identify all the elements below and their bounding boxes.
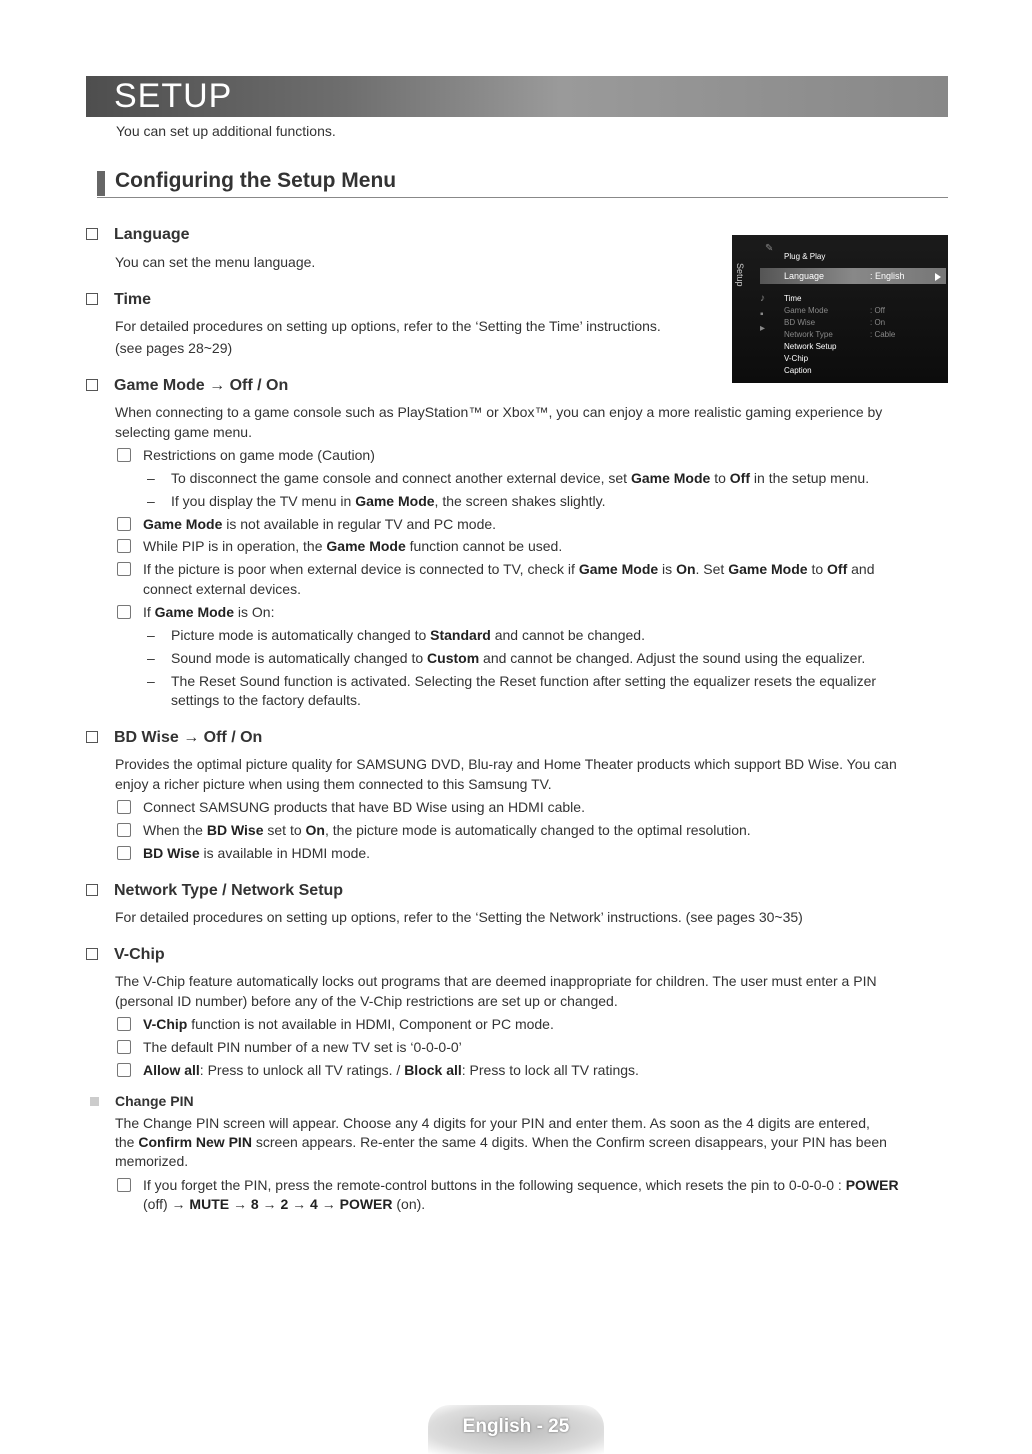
game-mode-note-4: If the picture is poor when external device is connected to TV, check if Game Mode is On. Set Game Mode to Off and [117,559,875,579]
language-heading: Language [86,226,190,244]
time-pages: (see pages 28~29) [115,340,233,356]
section-title: Configuring the Setup Menu [115,169,397,192]
game-mode-note-2: Game Mode is not available in regular TV and PC mode. [117,514,496,534]
sound-icon: ♪ [760,293,765,304]
game-mode-dash-2: – If you display the TV menu in Game Mode, the screen shakes slightly. [147,493,606,509]
intro-text: You can set up additional functions. [116,123,336,139]
change-pin-heading: Change PIN [90,1093,194,1109]
game-mode-note-1: Restrictions on game mode (Caution) [117,445,375,465]
time-heading: Time [86,291,151,309]
note-icon [117,1040,131,1054]
bd-wise-note-3: BD Wise is available in HDMI mode. [117,843,370,863]
page-footer [428,1405,604,1454]
checkbox-bullet-icon [86,293,98,305]
game-mode-dash-3: – Picture mode is automatically changed to Standard and cannot be changed. [147,627,645,643]
game-mode-note-4-line-2: connect external devices. [143,581,301,597]
checkbox-bullet-icon [86,948,98,960]
tv-menu-item-v-chip: V-Chip [784,354,809,363]
bd-wise-text-2: enjoy a richer picture when using them connected to this Samsung TV. [115,776,552,792]
tv-menu-item-bd-wise: BD Wise [784,318,816,327]
banner-title: SETUP [114,77,233,115]
tv-menu-arrow-icon [935,273,941,281]
section-marker [97,171,105,196]
tv-menu-value-bd-wise: : On [870,318,886,327]
tv-menu-item-network-type: Network Type [784,330,833,339]
change-pin-text: The Change PIN screen will appear. Choose any 4 digits for your PIN and enter them. As soon as the 4 digits are entered, [115,1115,870,1131]
note-icon [117,517,131,531]
square-bullet-icon [90,1097,99,1106]
network-heading: Network Type / Network Setup [86,882,343,900]
note-icon [117,823,131,837]
game-mode-text: When connecting to a game console such as PlayStation™ or Xbox™, you can enjoy a more realistic gaming experience by [115,404,883,420]
v-chip-note-3: Allow all: Press to unlock all TV ratings. / Block all: Press to lock all TV ratings. [117,1060,639,1080]
game-mode-note-3: While PIP is in operation, the Game Mode function cannot be used. [117,536,562,556]
note-icon [117,605,131,619]
v-chip-text-2: (personal ID number) before any of the V-Chip restrictions are set up or changed. [115,993,618,1009]
tv-menu-value-game-mode: : Off [870,306,885,315]
v-chip-heading: V-Chip [86,946,165,964]
game-mode-dash-1: – To disconnect the game console and connect another external device, set Game Mode to Off in the setup menu. [147,470,870,486]
bd-wise-text: Provides the optimal picture quality for SAMSUNG DVD, Blu-ray and Home Theater products which support BD Wise. You can [115,756,897,772]
tv-setup-menu-image [732,235,948,383]
language-text: You can set the menu language. [115,254,316,270]
note-icon [117,1178,131,1192]
setup-banner [86,76,948,117]
v-chip-note-2: The default PIN number of a new TV set is ‘0-0-0-0’ [117,1037,462,1057]
tv-menu-item-game-mode: Game Mode [784,306,829,315]
note-icon [117,539,131,553]
section-divider [97,197,948,198]
tv-menu-item-time: Time [784,294,802,303]
game-mode-dash-5: – The Reset Sound function is activated. Selecting the Reset function after setting the equalizer resets the equalizer [147,673,877,689]
bd-wise-heading: BD Wise → Off / On [86,729,262,747]
tv-menu-item-caption: Caption [784,366,812,375]
change-pin-text-2: the Confirm New PIN screen appears. Re-enter the same 4 digits. When the Confirm screen disappears, your PIN has been [115,1134,887,1150]
game-mode-note-5: If Game Mode is On: [117,602,275,622]
page-number: English - 25 [462,1416,570,1437]
tv-menu-item-language: Language [784,271,825,281]
tv-menu-value-network-type: : Cable [870,330,896,339]
checkbox-bullet-icon [86,731,98,743]
note-icon [117,846,131,860]
note-icon [117,562,131,576]
game-mode-dash-5-line-2: settings to the factory defaults. [171,692,361,708]
note-icon [117,1017,131,1031]
v-chip-note-1: V-Chip function is not available in HDMI, Component or PC mode. [117,1014,554,1034]
channel-icon: ▪ [760,309,764,320]
game-mode-text-2: selecting game menu. [115,424,252,440]
change-pin-note-line-2: (off) → MUTE → 8 → 2 → 4 → POWER (on). [143,1196,426,1212]
tv-menu-item-network-setup: Network Setup [784,342,837,351]
network-text: For detailed procedures on setting up options, refer to the ‘Setting the Network’ instructions. (see pages 30~35) [115,909,803,925]
note-icon [117,1063,131,1077]
bd-wise-note-2: When the BD Wise set to On, the picture mode is automatically changed to the optimal resolution. [117,820,751,840]
note-icon [117,448,131,462]
tv-menu-value-language: : English [870,271,905,281]
time-text: For detailed procedures on setting up options, refer to the ‘Setting the Time’ instructions. [115,318,661,334]
tv-menu-side-label: Setup [735,263,745,287]
checkbox-bullet-icon [86,884,98,896]
v-chip-text: The V-Chip feature automatically locks out programs that are deemed inappropriate for children. The user must enter a PIN [115,973,877,989]
note-icon [117,800,131,814]
input-icon: ▸ [760,323,766,334]
change-pin-text-3: memorized. [115,1153,189,1169]
plug-icon: ✎ [765,243,774,254]
change-pin-note: If you forget the PIN, press the remote-control buttons in the following sequence, which resets the pin to 0-0-0-0 : POWER [117,1175,899,1195]
tv-menu-item-plug-play: Plug & Play [784,252,826,261]
game-mode-heading: Game Mode → Off / On [86,377,288,395]
checkbox-bullet-icon [86,228,98,240]
bd-wise-note-1: Connect SAMSUNG products that have BD Wise using an HDMI cable. [117,797,585,817]
game-mode-dash-4: – Sound mode is automatically changed to Custom and cannot be changed. Adjust the sound using the equalizer. [147,650,866,666]
checkbox-bullet-icon [86,379,98,391]
